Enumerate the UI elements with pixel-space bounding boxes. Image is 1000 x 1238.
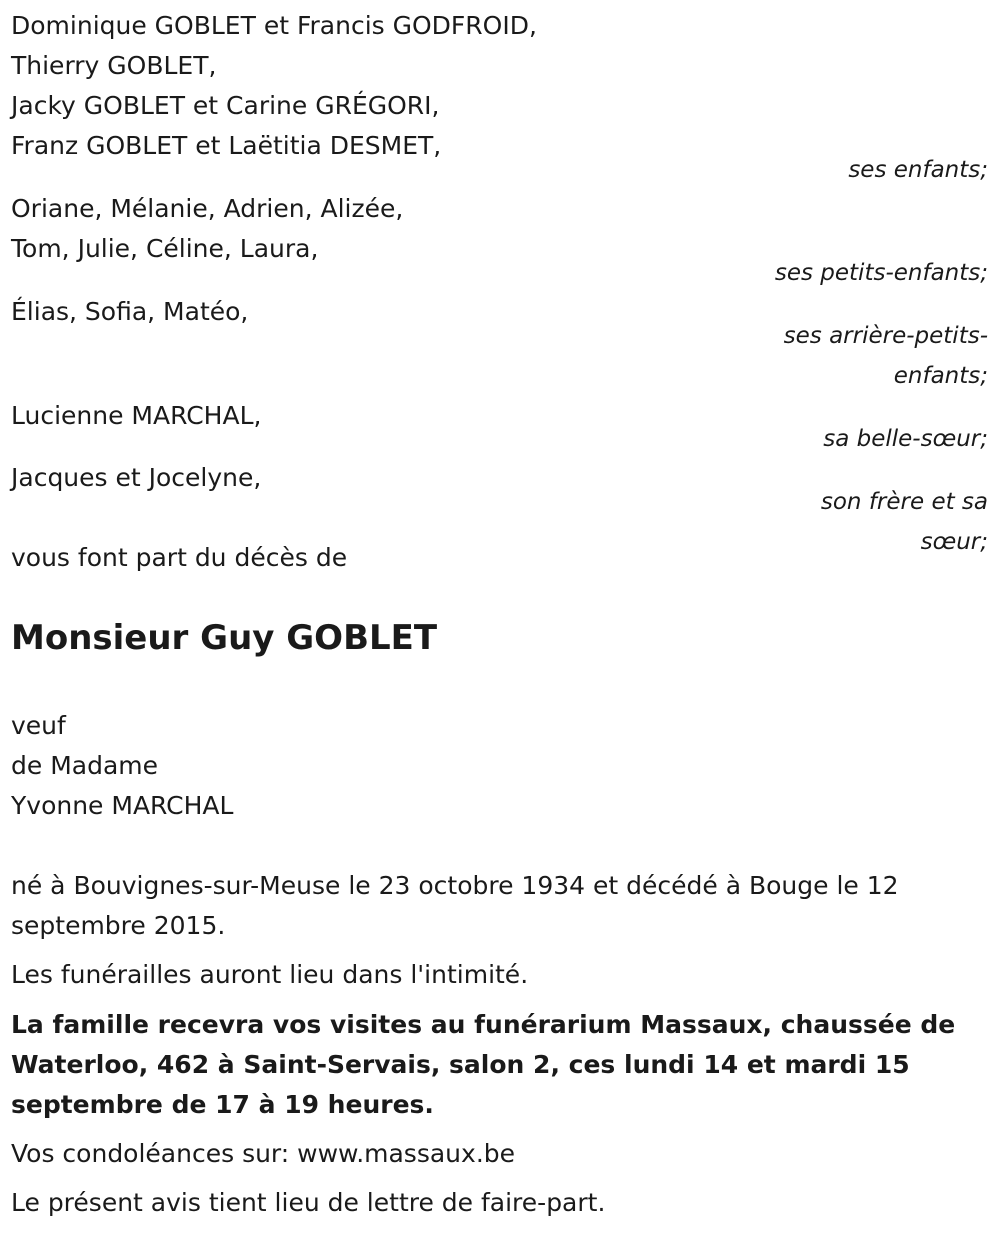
great-grandchild-line-1: Élias, Sofia, Matéo, (11, 297, 249, 326)
relation-grandchildren: ses petits-enfants; (774, 260, 988, 286)
notice-text: Le présent avis tient lieu de lettre de faire-part. (11, 1188, 606, 1217)
sister-in-law-line: Lucienne MARCHAL, (11, 401, 262, 430)
grandchild-line-2: Tom, Julie, Céline, Laura, (11, 234, 319, 263)
grandchild-line-1: Oriane, Mélanie, Adrien, Alizée, (11, 194, 404, 223)
deceased-name: Monsieur Guy GOBLET (11, 618, 438, 658)
relation-great-grandchildren-line-2: enfants; (893, 363, 988, 389)
siblings-line: Jacques et Jocelyne, (11, 463, 262, 492)
child-line-3: Jacky GOBLET et Carine GRÉGORI, (11, 91, 440, 120)
child-line-1: Dominique GOBLET et Francis GODFROID, (11, 11, 537, 40)
funeral-text: Les funérailles auront lieu dans l'intimité. (11, 960, 529, 989)
child-line-2: Thierry GOBLET, (11, 51, 217, 80)
visits-text: La famille recevra vos visites au funérarium Massaux, chaussée de Waterloo, 462 à Saint-Servais, salon 2, ces lundi 14 et mardi 15 septembre de 17 à 19 heures. (11, 1010, 956, 1119)
relation-children: ses enfants; (848, 157, 988, 183)
widower-line-1: veuf (11, 711, 66, 740)
intro-text: vous font part du décès de (11, 543, 348, 572)
birth-death-text: né à Bouvignes-sur-Meuse le 23 octobre 1934 et décédé à Bouge le 12 septembre 2015. (11, 871, 899, 940)
condolences-text: Vos condoléances sur: www.massaux.be (11, 1139, 516, 1168)
child-line-4: Franz GOBLET et Laëtitia DESMET, (11, 131, 442, 160)
relation-siblings-line-1: son frère et sa (820, 489, 988, 515)
widower-line-3: Yvonne MARCHAL (11, 791, 234, 820)
relation-sister-in-law: sa belle-sœur; (823, 426, 988, 452)
widower-line-2: de Madame (11, 751, 159, 780)
relation-siblings-line-2: sœur; (920, 529, 988, 555)
relation-great-grandchildren-line-1: ses arrière-petits- (783, 323, 988, 349)
